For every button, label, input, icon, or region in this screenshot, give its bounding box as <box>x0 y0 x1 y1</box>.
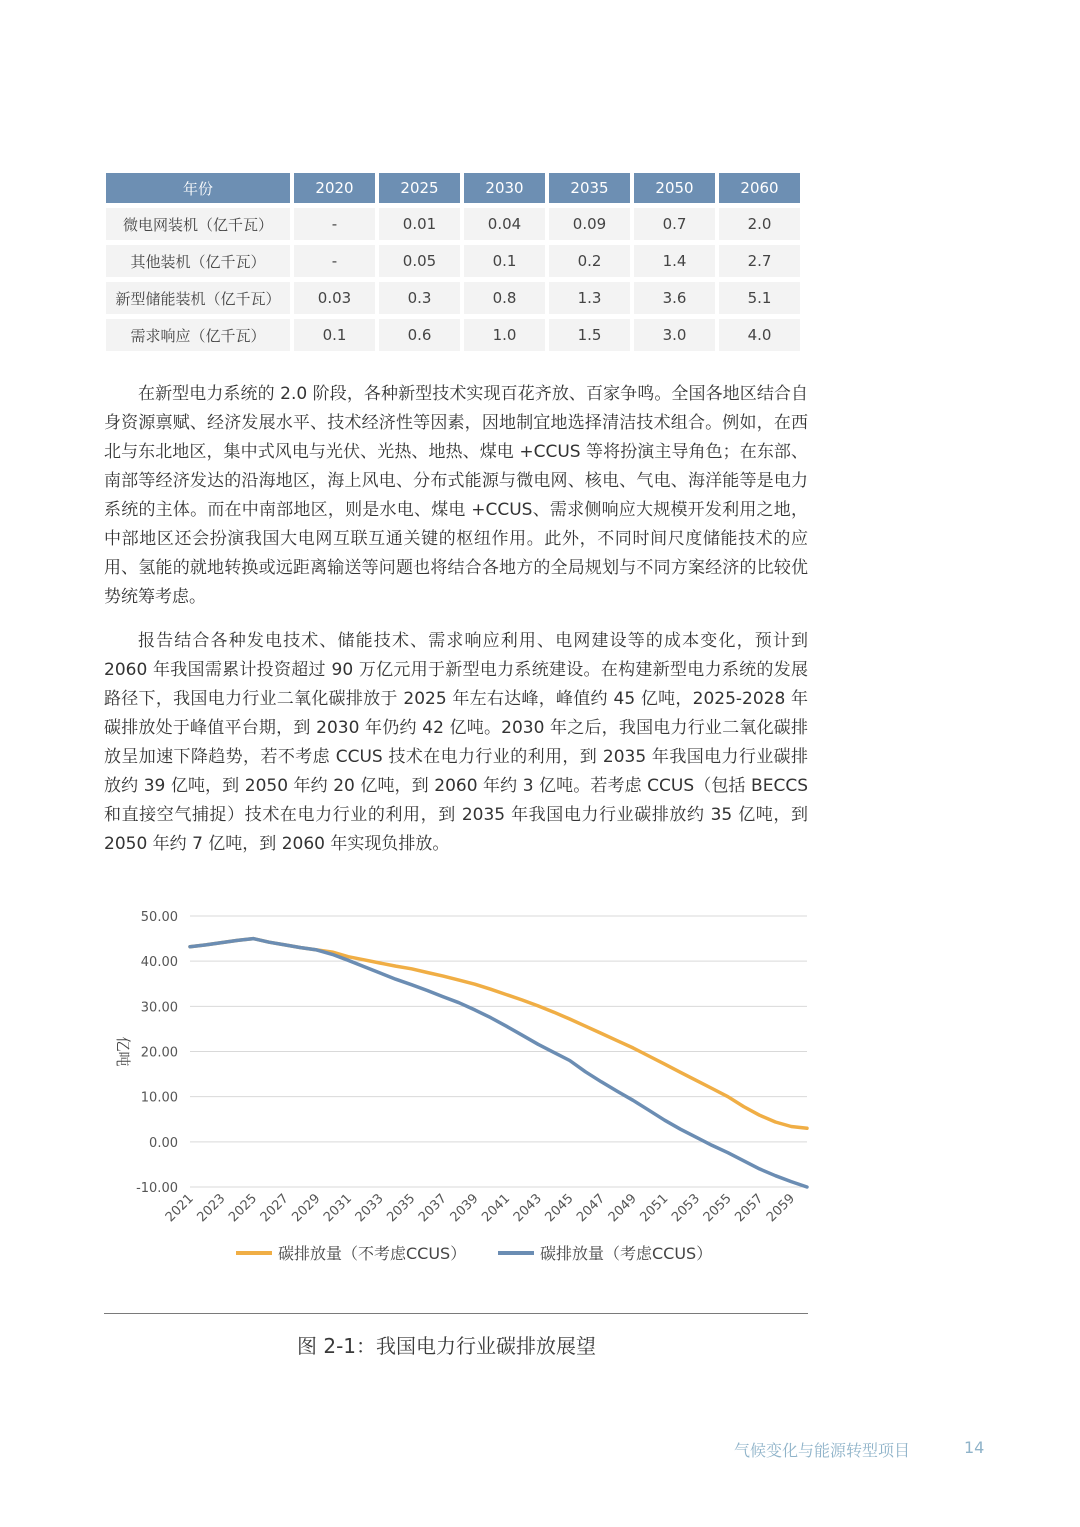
x-tick-label: 2049 <box>605 1191 640 1226</box>
table-cell: 0.09 <box>549 208 630 240</box>
header-cell-year: 年份 <box>106 173 290 203</box>
x-tick-label: 2053 <box>669 1191 704 1226</box>
x-tick-label: 2027 <box>257 1191 292 1226</box>
y-tick-label: 0.00 <box>149 1135 178 1151</box>
x-tick-label: 2043 <box>510 1191 545 1226</box>
x-tick-label: 2023 <box>194 1191 229 1226</box>
x-tick-label: 2051 <box>637 1191 672 1226</box>
table-cell: 1.0 <box>464 319 545 351</box>
x-tick-label: 2035 <box>384 1191 419 1226</box>
x-tick-label: 2055 <box>700 1191 735 1226</box>
series-line-2 <box>190 939 807 1187</box>
table-cell: 0.2 <box>549 245 630 277</box>
header-cell: 2035 <box>549 173 630 203</box>
header-cell: 2030 <box>464 173 545 203</box>
table-cell: 1.3 <box>549 282 630 314</box>
x-tick-label: 2029 <box>289 1191 324 1226</box>
table-cell: 0.1 <box>464 245 545 277</box>
table-cell: 0.01 <box>379 208 460 240</box>
table-cell: 2.0 <box>719 208 800 240</box>
table-cell: 0.3 <box>379 282 460 314</box>
page-number: 14 <box>964 1438 985 1457</box>
capacity-table <box>102 168 804 356</box>
y-tick-label: 20.00 <box>140 1045 178 1061</box>
figure-caption: 图 2-1：我国电力行业碳排放展望 <box>297 1334 597 1358</box>
table-row <box>106 208 800 240</box>
y-tick-label: 40.00 <box>140 955 178 971</box>
row-label: 微电网装机（亿千瓦） <box>106 208 290 240</box>
table-cell: - <box>294 245 375 277</box>
table-cell: 4.0 <box>719 319 800 351</box>
x-tick-label: 2031 <box>321 1191 356 1226</box>
table-row <box>106 319 800 351</box>
x-tick-label: 2041 <box>479 1191 514 1226</box>
x-tick-label: 2059 <box>764 1191 799 1226</box>
table-cell: 0.7 <box>634 208 715 240</box>
table-cell: - <box>294 208 375 240</box>
table-cell: 0.03 <box>294 282 375 314</box>
legend-label: 碳排放量（不考虑CCUS） <box>278 1244 467 1263</box>
header-cell: 2060 <box>719 173 800 203</box>
legend-label: 碳排放量（考虑CCUS） <box>540 1244 713 1263</box>
table-cell: 0.6 <box>379 319 460 351</box>
x-tick-label: 2057 <box>732 1191 767 1226</box>
figure-divider <box>104 1313 808 1314</box>
x-tick-label: 2025 <box>226 1191 261 1226</box>
x-tick-label: 2021 <box>162 1191 197 1226</box>
series-line-1 <box>190 939 807 1129</box>
header-cell: 2025 <box>379 173 460 203</box>
capacity-table-container <box>106 168 806 356</box>
emissions-line-chart <box>100 900 820 1280</box>
table-cell: 0.1 <box>294 319 375 351</box>
table-cell: 3.6 <box>634 282 715 314</box>
table-cell: 5.1 <box>719 282 800 314</box>
x-tick-label: 2045 <box>542 1191 577 1226</box>
table-cell: 0.04 <box>464 208 545 240</box>
emissions-chart <box>100 900 820 1280</box>
table-row <box>106 282 800 314</box>
row-label: 需求响应（亿千瓦） <box>106 319 290 351</box>
x-tick-label: 2039 <box>447 1191 482 1226</box>
header-cell: 2020 <box>294 173 375 203</box>
table-cell: 2.7 <box>719 245 800 277</box>
y-tick-label: -10.00 <box>136 1181 178 1196</box>
header-cell: 2050 <box>634 173 715 203</box>
y-tick-label: 10.00 <box>140 1090 178 1106</box>
row-label: 新型储能装机（亿千瓦） <box>106 282 290 314</box>
x-tick-label: 2047 <box>574 1191 609 1226</box>
footer-title: 气候变化与能源转型项目 <box>734 1441 911 1460</box>
table-cell: 1.5 <box>549 319 630 351</box>
table-cell: 1.4 <box>634 245 715 277</box>
y-axis-label: 亿吨 <box>114 1036 132 1067</box>
table-header-row <box>106 173 800 203</box>
table-cell: 3.0 <box>634 319 715 351</box>
body-paragraph: 在新型电力系统的 2.0 阶段，各种新型技术实现百花齐放、百家争鸣。全国各地区结合自身资源禀赋、经济发展水平、技术经济性等因素，因地制宜地选择清洁技术组合。例如，在西北与东北地区，集中式风电与光伏、光热、地热、煤电 +CCUS 等将扮演主导角色；在东部、南部等经济发达的沿海地区，海上风电、分布式能源与微电网、核电、气电、海洋能等是电力系统的主体。而在中南部地区，则是水电、煤电 +CCUS、需求侧响应大规模开发利用之地，中部地区还会扮演我国大电网互联互通关键的枢纽作用。此外，不同时间尺度储能技术的应用、氢能的就地转换或远距离输送等问题也将结合各地方的全局规划与不同方案经济的比较优势统筹考虑。 <box>104 384 808 607</box>
x-tick-label: 2033 <box>352 1191 387 1226</box>
table-cell: 0.8 <box>464 282 545 314</box>
y-tick-label: 50.00 <box>140 910 178 925</box>
row-label: 其他装机（亿千瓦） <box>106 245 290 277</box>
table-cell: 0.05 <box>379 245 460 277</box>
body-paragraph: 报告结合各种发电技术、储能技术、需求响应利用、电网建设等的成本变化，预计到 2060 年我国需累计投资超过 90 万亿元用于新型电力系统建设。在构建新型电力系统的发展路径下，我国电力行业二氧化碳排放于 2025 年左右达峰，峰值约 45 亿吨，2025-2028 年碳排放处于峰值平台期，到 2030 年仍约 42 亿吨。2030 年之后，我国电力行业二氧化碳排放呈加速下降趋势，若不考虑 CCUS 技术在电力行业的利用，到 2035 年我国电力行业碳排放约 39 亿吨，到 2050 年约 20 亿吨，到 2060 年约 3 亿吨。若考虑 CCUS（包括 BECCS 和直接空气捕捉）技术在电力行业的利用，到 2035 年我国电力行业碳排放约 35 亿吨，到 2050 年约 7 亿吨，到 2060 年实现负排放。 <box>104 631 808 854</box>
table-row <box>106 245 800 277</box>
x-tick-label: 2037 <box>415 1191 450 1226</box>
y-tick-label: 30.00 <box>140 1000 178 1016</box>
